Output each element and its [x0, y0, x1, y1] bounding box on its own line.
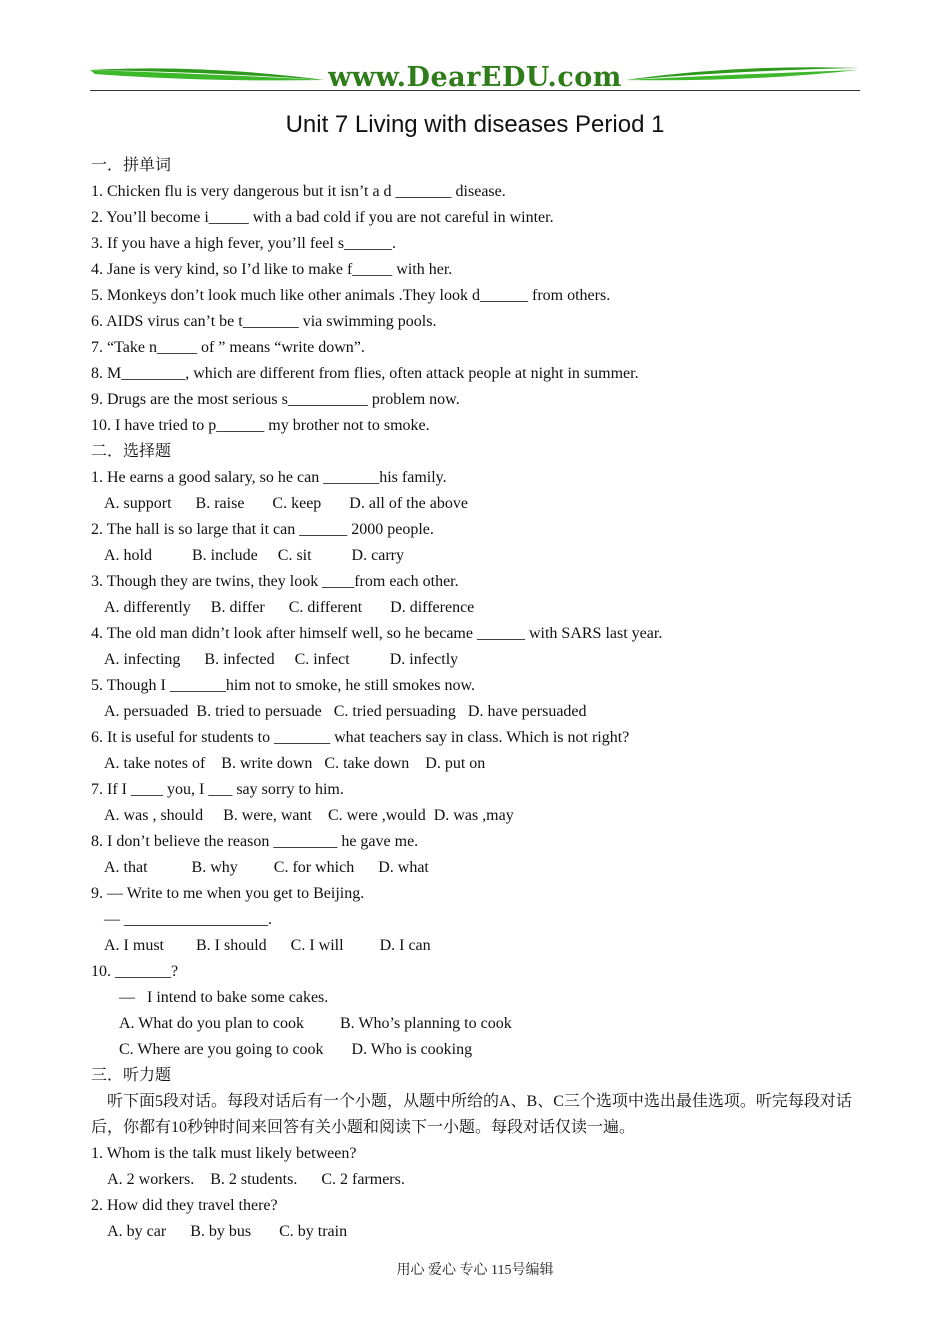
answer-options: A. take notes of B. write down C. take down D. put on [104, 755, 486, 772]
section-heading: 二．选择题 [91, 443, 172, 460]
question-text: 1. He earns a good salary, so he can _______his family. [91, 469, 447, 486]
worksheet-body [91, 153, 866, 1245]
question-text: 4. Jane is very kind, so I’d like to make f_____ with her. [91, 261, 453, 278]
question-text: 5. Though I _______him not to smoke, he still smokes now. [91, 677, 475, 694]
answer-options: A. support B. raise C. keep D. all of the above [104, 495, 468, 512]
question-text: 10. _______? [91, 963, 179, 980]
section-heading: 三．听力题 [91, 1067, 172, 1084]
question-text: 2. The hall is so large that it can ______ 2000 people. [91, 521, 434, 538]
question-text: 10. I have tried to p______ my brother not to smoke. [91, 417, 430, 434]
answer-options: A. that B. why C. for which D. what [104, 859, 429, 876]
question-text: 3. Though they are twins, they look ____from each other. [91, 573, 459, 590]
question-text: 8. I don’t believe the reason ________ he gave me. [91, 833, 419, 850]
page-title: Unit 7 Living with diseases Period 1 [285, 111, 665, 138]
question-text: 3. If you have a high fever, you’ll feel s______. [91, 235, 397, 252]
question-text: 1. Chicken flu is very dangerous but it isn’t a d _______ disease. [91, 183, 506, 200]
question-text: 5. Monkeys don’t look much like other animals .They look d______ from others. [91, 287, 611, 304]
answer-options: A. by car B. by bus C. by train [104, 1223, 348, 1240]
answer-options: A. was , should B. were, want C. were ,would D. was ,may [104, 807, 514, 824]
question-text: 2. You’ll become i_____ with a bad cold if you are not careful in winter. [91, 209, 554, 226]
answer-options: — I intend to bake some cakes. [119, 989, 329, 1006]
question-text: 6. AIDS virus can’t be t_______ via swimming pools. [91, 313, 437, 330]
answer-options: C. Where are you going to cook D. Who is cooking [119, 1041, 473, 1058]
answer-options: A. persuaded B. tried to persuade C. tried persuading D. have persuaded [104, 703, 587, 720]
question-text: 9. Drugs are the most serious s__________ problem now. [91, 391, 460, 408]
answer-options: A. 2 workers. B. 2 students. C. 2 farmers. [104, 1171, 405, 1188]
question-text: 6. It is useful for students to _______ what teachers say in class. Which is not right? [91, 729, 630, 746]
question-text: 2. How did they travel there? [91, 1197, 278, 1214]
answer-options: A. hold B. include C. sit D. carry [104, 547, 404, 564]
listening-instructions: 听下面5段对话。每段对话后有一个小题，从题中所给的A、B、C三个选项中选出最佳选项。听完每段对话后，你都有10秒钟时间来回答有关小题和阅读下一小题。每段对话仅读一遍。 [91, 1093, 852, 1136]
question-text: 9. — Write to me when you get to Beijing. [91, 885, 365, 902]
question-text: 7. If I ____ you, I ___ say sorry to him. [91, 781, 344, 798]
answer-options: — __________________. [104, 911, 272, 928]
answer-options: A. What do you plan to cook B. Who’s planning to cook [119, 1015, 512, 1032]
answer-options: A. differently B. differ C. different D. difference [104, 599, 475, 616]
question-text: 1. Whom is the talk must likely between? [91, 1145, 357, 1162]
answer-options: A. I must B. I should C. I will D. I can [104, 937, 431, 954]
section-heading: 一．拼单词 [91, 157, 172, 174]
question-text: 8. M________, which are different from flies, often attack people at night in summer. [91, 365, 639, 382]
site-brand-logo: www.DearEDU.com [328, 62, 622, 93]
header-divider [90, 90, 860, 91]
answer-options: A. infecting B. infected C. infect D. infectly [104, 651, 459, 668]
question-text: 4. The old man didn’t look after himself well, so he became ______ with SARS last year. [91, 625, 663, 642]
page-footer: 用心 爱心 专心 115号编辑 [396, 1263, 554, 1278]
question-text: 7. “Take n_____ of ” means “write down”. [91, 339, 365, 356]
